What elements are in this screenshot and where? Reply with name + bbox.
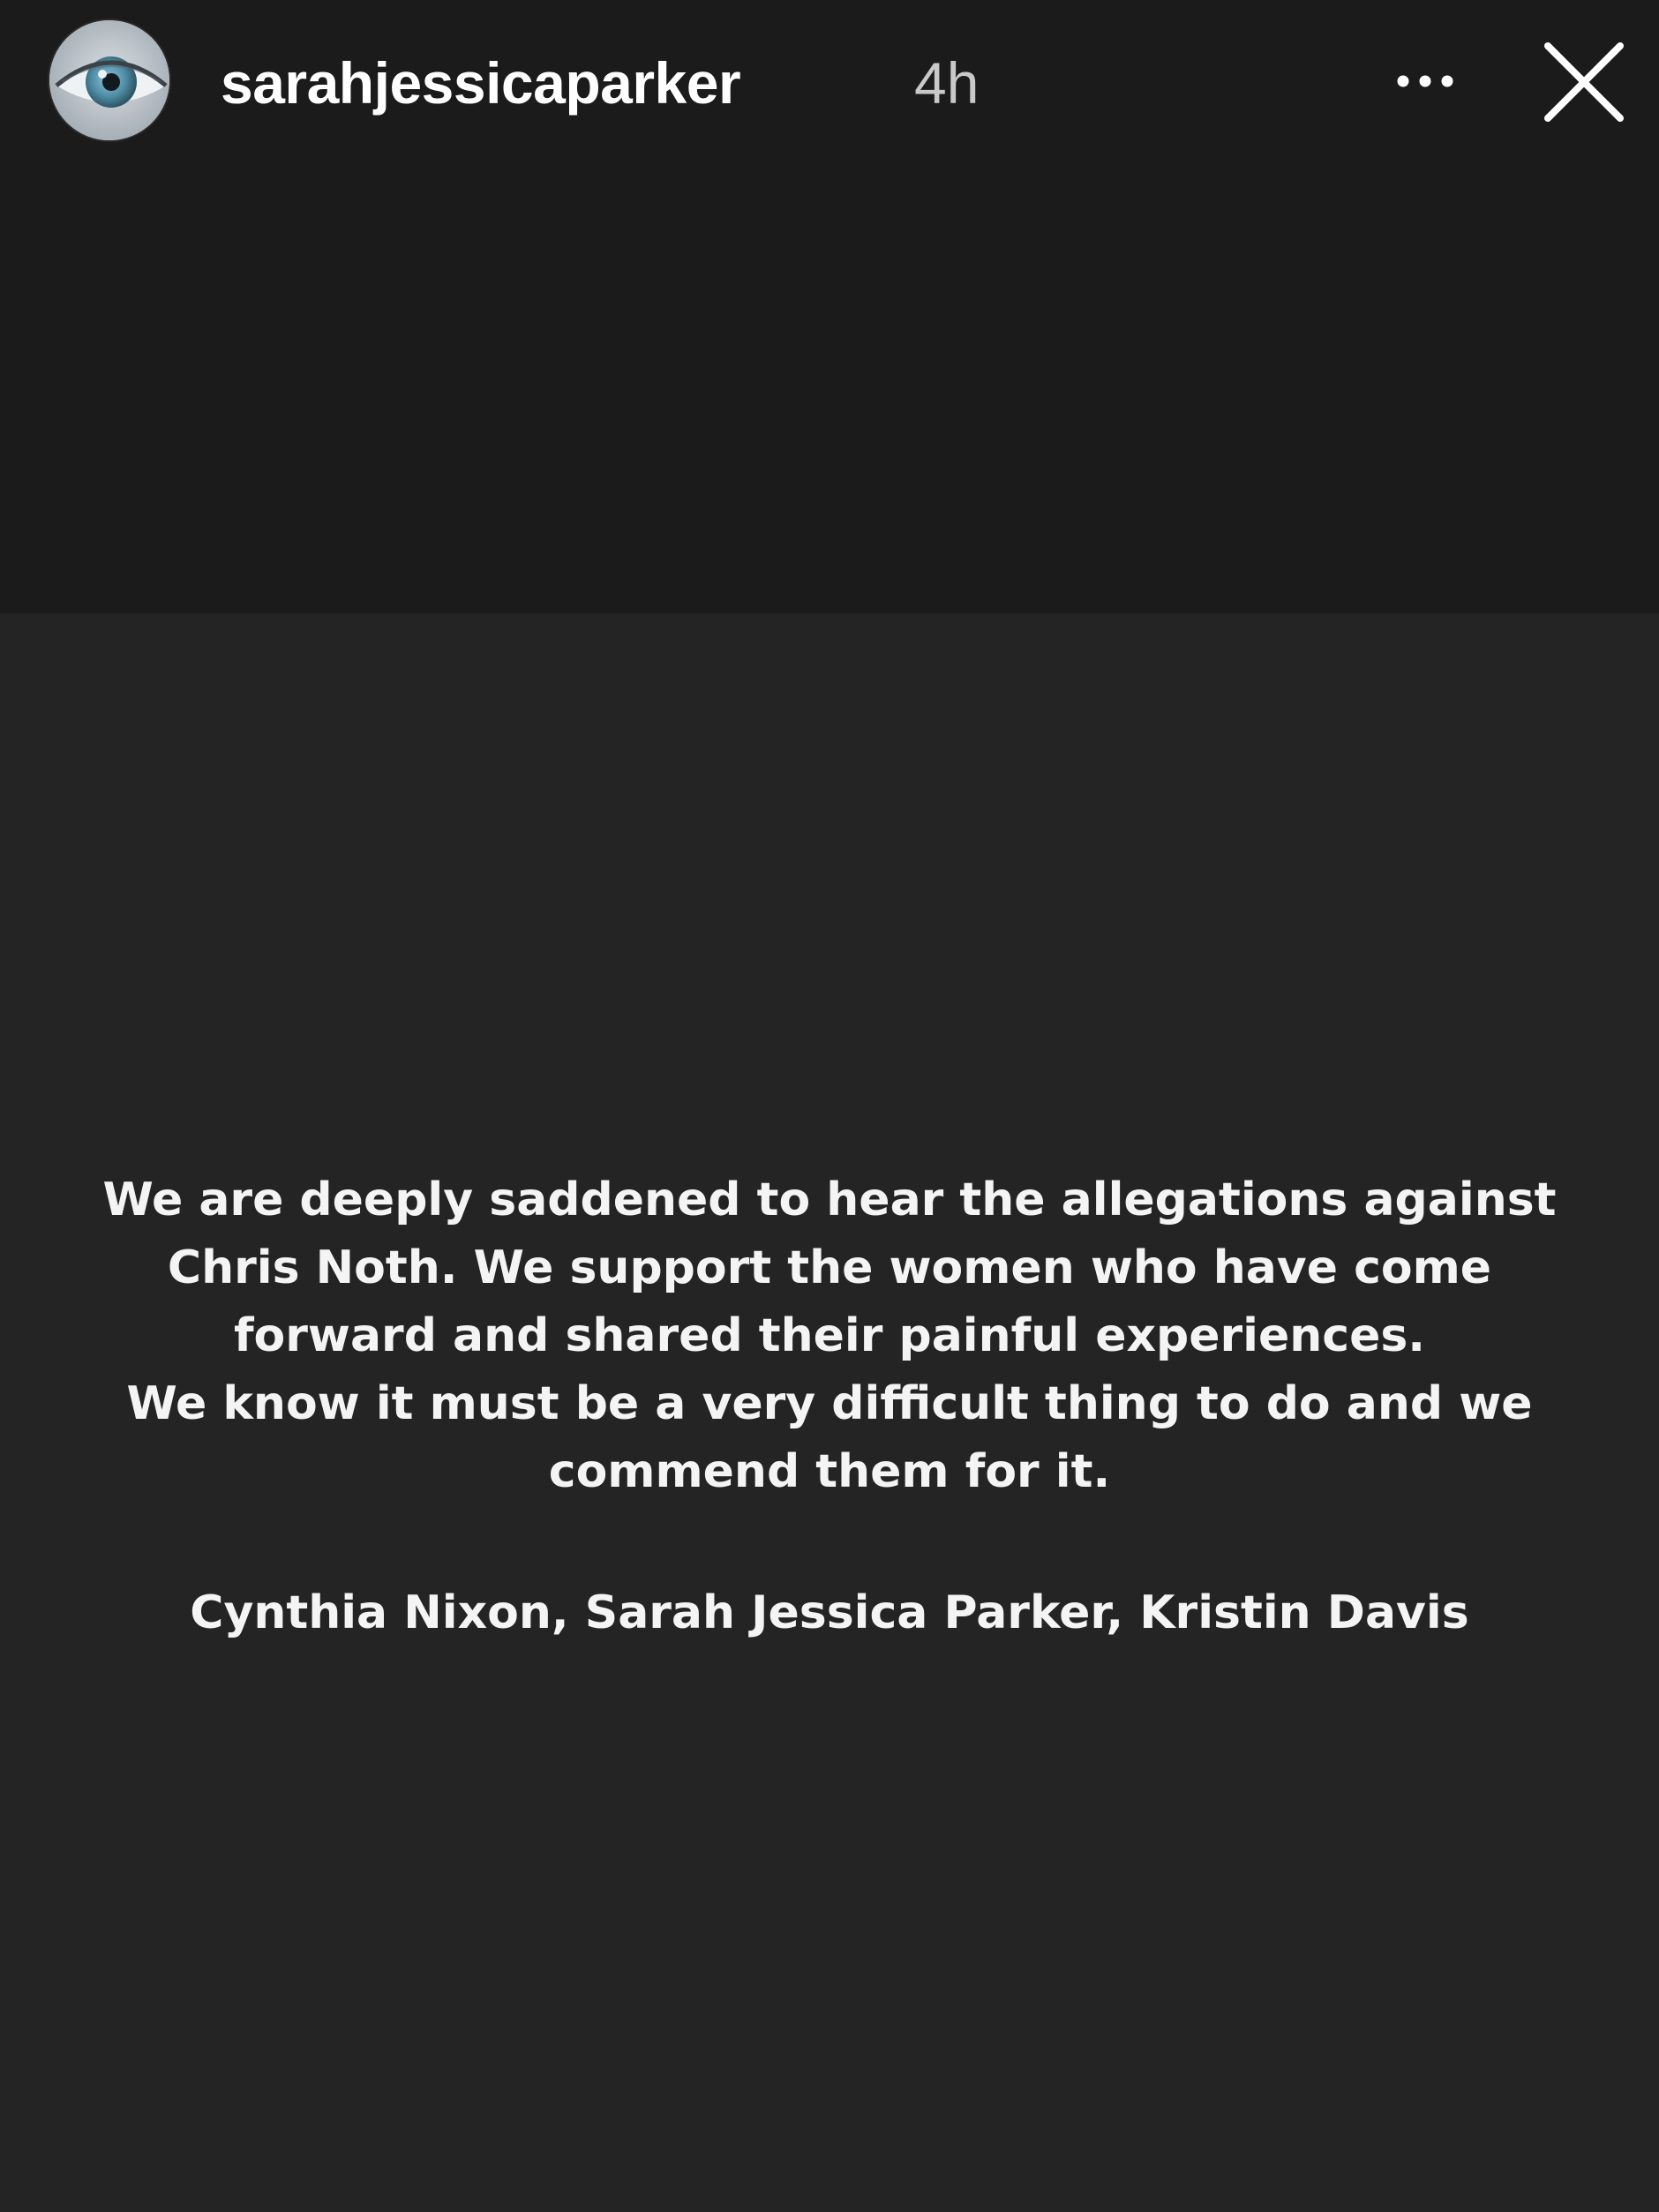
statement-line: Chris Noth. We support the women who have come [167, 1241, 1492, 1294]
close-button[interactable] [1535, 34, 1633, 131]
statement-signature: Cynthia Nixon, Sarah Jessica Parker, Kristin Davis [190, 1586, 1469, 1639]
statement-line: commend them for it. [548, 1445, 1111, 1498]
statement-line: forward and shared their painful experiences. [233, 1309, 1426, 1362]
more-options-button[interactable] [1385, 55, 1474, 108]
statement-line: We know it must be a very difficult thing to do and we [126, 1377, 1533, 1430]
statement-line: We are deeply saddened to hear the allegations against [102, 1173, 1557, 1226]
username[interactable]: sarahjessicaparker [221, 50, 741, 116]
close-icon [1535, 34, 1633, 131]
eye-closeup-icon [49, 20, 171, 142]
profile-avatar[interactable] [48, 19, 171, 142]
story-header [0, 0, 1659, 159]
more-horizontal-icon [1385, 55, 1474, 108]
post-timestamp: 4h [914, 50, 980, 116]
story-statement-text [53, 1166, 1606, 1506]
